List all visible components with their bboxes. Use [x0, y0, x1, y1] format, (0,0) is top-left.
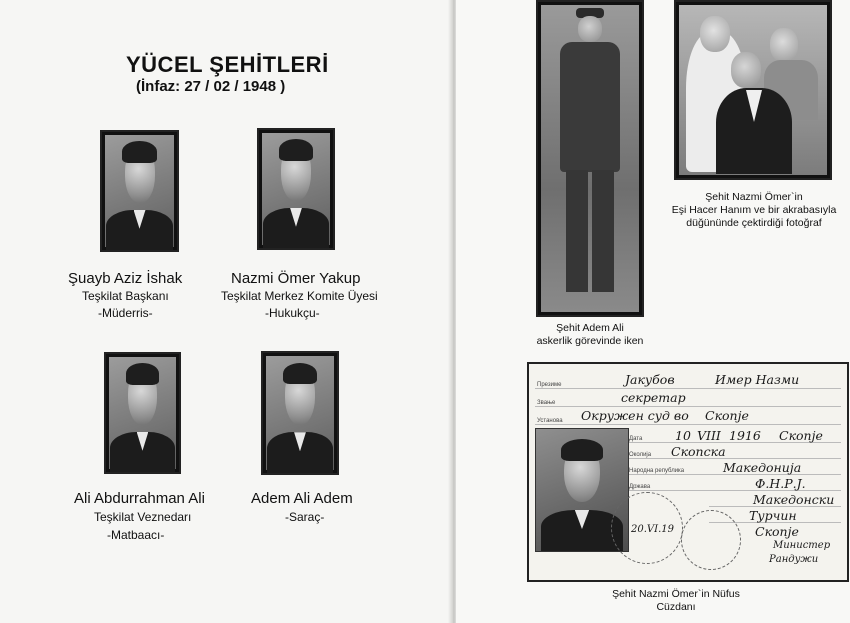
id-birth-day: 10 [675, 428, 691, 443]
id-employer-city: Скопје [705, 408, 749, 423]
portrait-adem [261, 351, 339, 475]
portrait-ali [104, 352, 181, 474]
id-birth-month: VIII [697, 428, 721, 443]
official-stamp-2 [681, 510, 741, 570]
caption-wedding-line-1: Şehit Nazmi Ömer`in [705, 191, 803, 203]
identity-card: Презиме Звање Установа Дата Околиja Народна република Држава Јакубов Имер Назми секретар Окружен суд во Скопје 10 VIII 1916 Скопје Скопска Македонија Ф.Н.Р.Ј. Македонски Турчин Скопје 20.VI.19 Министер Рандужи [527, 362, 849, 582]
official-stamp [611, 492, 683, 564]
execution-date: (İnfaz: 27 / 02 / 1948 ) [136, 78, 286, 95]
id-birth-place: Скопје [779, 428, 823, 443]
portrait-suayb [100, 130, 179, 252]
member-name-3: Ali Abdurrahman Ali [74, 490, 205, 507]
id-signature: Рандужи [769, 554, 819, 565]
id-surname: Јакубов [625, 372, 675, 387]
id-employer: Окружен суд во [581, 408, 689, 423]
member-profession-4: -Saraç- [285, 510, 325, 524]
id-given-names: Имер Назми [715, 372, 800, 387]
id-country: Ф.Н.Р.Ј. [755, 476, 806, 491]
id-occupation: секретар [621, 390, 686, 405]
id-residence-1: Турчин [749, 508, 797, 523]
member-profession-3: -Matbaacı- [107, 528, 165, 542]
member-name-4: Adem Ali Adem [251, 490, 353, 507]
caption-wedding-line-3: düğününde çektirdiği fotoğraf [686, 217, 822, 229]
id-district: Скопска [671, 444, 726, 459]
photo-wedding [674, 0, 832, 180]
id-republic: Македонија [723, 460, 802, 475]
page-title: YÜCEL ŞEHİTLERİ [126, 52, 329, 77]
id-nationality: Македонски [753, 492, 835, 507]
member-name-2: Nazmi Ömer Yakup [231, 270, 361, 287]
caption-soldier-line-2: askerlik görevinde iken [536, 335, 644, 347]
member-role-3: Teşkilat Veznedarı [94, 510, 192, 524]
member-role-1: Teşkilat Başkanı [82, 289, 169, 303]
caption-soldier-line-1: Şehit Adem Ali [556, 322, 624, 334]
id-official-title: Министер [773, 540, 831, 551]
caption-soldier [526, 322, 654, 348]
portrait-nazmi [257, 128, 335, 250]
caption-wedding [661, 191, 847, 230]
id-residence-2: Скопје [755, 524, 799, 539]
member-name-1: Şuayb Aziz İshak [68, 270, 183, 287]
member-profession-2: -Hukukçu- [265, 306, 320, 320]
caption-wedding-line-2: Eşi Hacer Hanım ve bir akrabasıyla [671, 204, 837, 216]
member-profession-1: -Müderris- [98, 306, 153, 320]
id-birth-year: 1916 [729, 428, 761, 443]
caption-id-card: Şehit Nazmi Ömer`in Nüfus Cüzdanı [612, 588, 740, 613]
id-issue-date: 20.VI.19 [631, 524, 674, 535]
photo-adem-soldier [536, 0, 644, 317]
member-role-2: Teşkilat Merkez Komite Üyesi [221, 289, 378, 303]
